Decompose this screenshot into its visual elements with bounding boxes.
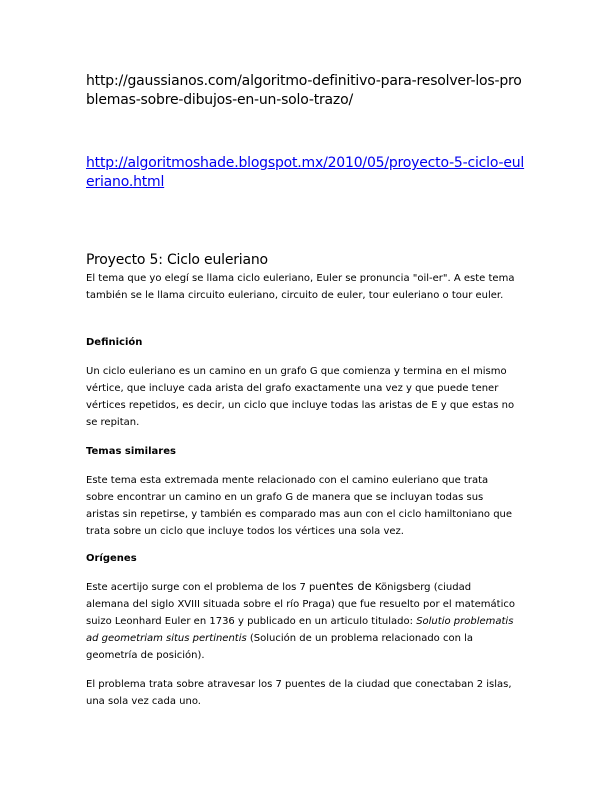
origins-paragraph [86,578,516,664]
blog-post-link[interactable]: http://algoritmoshade.blogspot.mx/2010/05/proyecto-5-ciclo-euleriano.html [86,155,525,190]
intro-paragraph: El tema que yo elegí se llama ciclo euleriano, Euler se pronuncia "oil-er". A este tema también se le llama circuito euleriano, circuito de euler, tour euleriano o tour euler. [86,273,515,301]
origins-heading: Orígenes [86,553,137,564]
source-url-text: http://gaussianos.com/algoritmo-definitivo-para-resolver-los-problemas-sobre-dibujos-en-un-solo-trazo/ [86,73,522,108]
similar-topics-paragraph: Este tema esta extremada mente relacionado con el camino euleriano que trata sobre encontrar un camino en un grafo G de manera que se incluyan todas sus aristas sin repetirse, y también es comparado mas aun con el ciclo hamiltoniano que trata sobre un ciclo que incluye todos los vértices una sola vez. [86,475,513,537]
similar-topics-heading: Temas similares [86,446,176,457]
origins-text-a: Este acertijo surge con el problema de los 7 pu [86,582,322,593]
origins-paragraph-2: El problema trata sobre atravesar los 7 puentes de la ciudad que conectaban 2 islas, una sola vez cada uno. [86,679,512,707]
definition-paragraph: Un ciclo euleriano es un camino en un grafo G que comienza y termina en el mismo vértice, que incluye cada arista del grafo exactamente una vez y que puede tener vértices repetidos, es decir, un ciclo que incluye todas las aristas de E y que estas no se repitan. [86,366,515,428]
origins-text-c: (Solución de un problema relacionado con la geometría de posición). [86,633,474,661]
origins-text-b: Königsberg (ciudad alemana del siglo XVIII situada sobre el río Praga) que fue resuelto por el matemático suizo Leonhard Euler en 1736 y publicado en un articulo titulado: [86,582,515,627]
article-title-italic: Solutio problematis ad geometriam situs pertinentis [86,616,514,644]
origins-text-large: entes de [321,579,372,593]
definition-heading: Definición [86,337,143,348]
section-title: Proyecto 5: Ciclo euleriano [86,252,268,268]
